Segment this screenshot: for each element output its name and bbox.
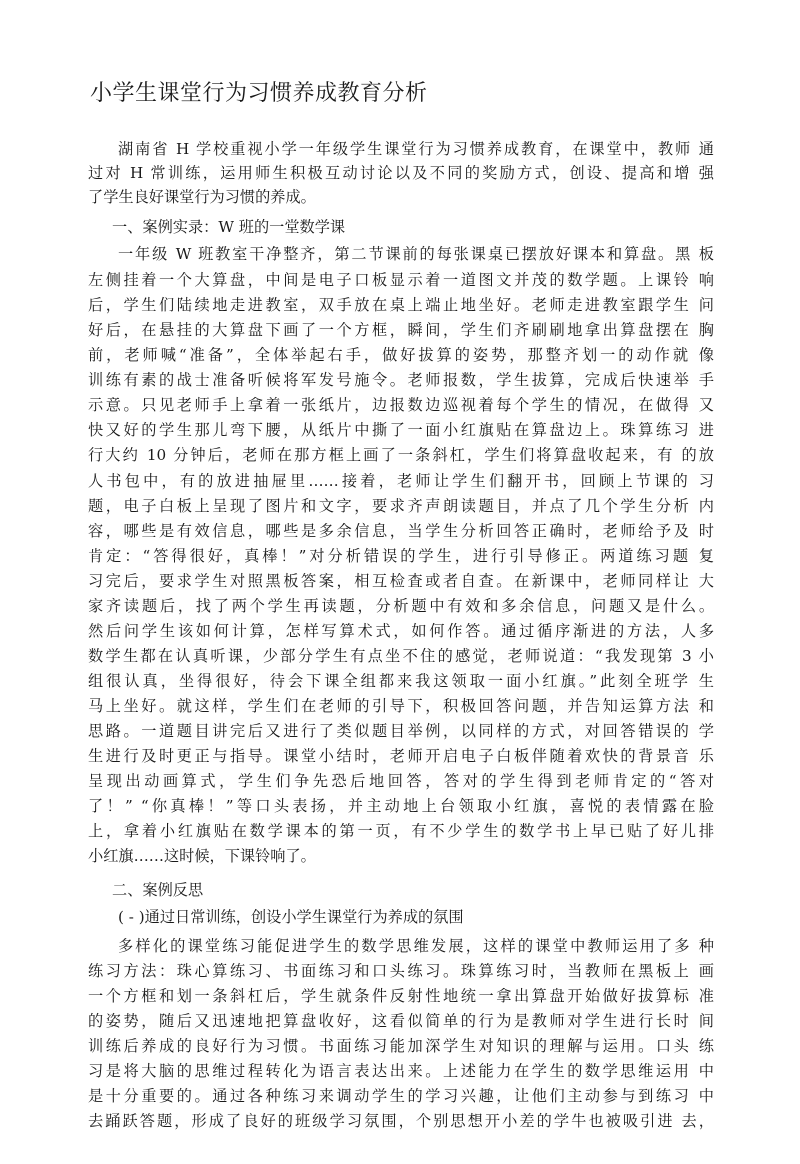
paragraph-line: 去踊跃答题，形成了良好的班级学习氛围，个别思想开小差的学牛也被吸引进 去， xyxy=(88,1112,714,1130)
section-heading: 一、案例实录：W 班的一堂数学课 xyxy=(112,218,346,236)
section-heading: 二、案例反思 xyxy=(112,881,204,899)
paragraph-line: 上，拿着小红旗贴在数学课本的第一页，有不少学生的数学书上早已贴了好儿排 xyxy=(88,822,714,840)
subsection-heading: ( - )通过日常训练，创设小学生课堂行为养成的氛围 xyxy=(118,908,464,926)
paragraph-line: 了学生良好课堂行为习惯的养成。 xyxy=(88,188,316,206)
paragraph-line: 一个方框和划一条斜杠后，学生就条件反射性地统一拿出算盘开始做好拔算标 准 xyxy=(88,987,714,1005)
paragraph-line: 思路。一道题目讲完后又进行了类似题目举例，以同样的方式，对回答错误的 学 xyxy=(88,722,714,740)
paragraph-line: 生进行及时更正与指导。课堂小结时，老师开启电子白板伴随着欢快的背景音 乐 xyxy=(88,747,714,765)
paragraph-line: 示意。只见老师手上拿着一张纸片，边报数边巡视着每个学生的情况，在做得 又 xyxy=(88,396,714,414)
paragraph-line: 肯定：“答得很好，真棒！”对分析错误的学生，进行引导修正。两道练习题 复 xyxy=(88,547,714,565)
paragraph-line: 呈现出动画算式，学生们争先恐后地回答，答对的学生得到老师肯定的“答对 xyxy=(88,772,714,790)
paragraph-line: 习完后，要求学生对照黑板答案，相互检査或者自查。在新课中，老师同样让 大 xyxy=(88,572,714,590)
paragraph-line: 湖南省 H 学校重视小学一年级学生课堂行为习惯养成教育，在课堂中，教师 通 xyxy=(118,140,714,158)
paragraph-line: 练习方法：珠心算练习、书面练习和口头练习。珠算练习时，当教师在黑板上 画 xyxy=(88,962,714,980)
paragraph-line: 然后问学生该如何计算，怎样写算术式，如何作答。通过循序渐进的方法，人多 xyxy=(88,622,714,640)
paragraph-line: 了！” “你真棒！”等口头表扬，并主动地上台领取小红旗，喜悦的表情露在脸 xyxy=(88,797,714,815)
paragraph-line: 小红旗……这时候，下课铃响了。 xyxy=(88,847,316,865)
paragraph-line: 习是将大脑的思维过程转化为语言表达出来。上述能力在学生的数学思维运用 中 xyxy=(88,1062,714,1080)
paragraph-line: 后，学生们陆续地走进教室，双手放在桌上端止地坐好。老师走进教室跟学生 问 xyxy=(88,296,714,314)
paragraph-line: 好后，在悬挂的大算盘下画了一个方框，瞬间，学生们齐刷刷地拿出算盘摆在 胸 xyxy=(88,321,714,339)
paragraph-line: 是十分重要的。通过各种练习来调动学生的学习兴趣，让他们主动参与到练习 中 xyxy=(88,1087,714,1105)
paragraph-line: 题，电子白板上呈现了图片和文字，要求齐声朗读题目，并点了几个学生分析 内 xyxy=(88,497,714,515)
paragraph-line: 马上坐好。就这样，学生们在老师的引导下，积极回答问题，并告知运算方法 和 xyxy=(88,697,714,715)
paragraph-line: 家齐读题后，找了两个学生再读题，分析题中有效和多余信息，问题又是什么。 xyxy=(88,597,714,615)
paragraph-line: 多样化的课堂练习能促进学生的数学思维发展，这样的课堂中教师运用了多 种 xyxy=(118,937,714,955)
paragraph-line: 行大约 10 分钟后，老师在那方框上画了一条斜杠，学生们将算盘收起来，有 的放 xyxy=(88,446,714,464)
paragraph-line: 组很认真，坐得很好，待会下课全组都来我这领取一面小红旗。”此刻全班学 生 xyxy=(88,672,714,690)
paragraph-line: 人书包中，有的放进抽屉里……接着，老师让学生们翻开书，回顾上节课的 习 xyxy=(88,472,714,490)
paragraph-line: 容，哪些是有效信息，哪些是多余信息，当学生分析回答正确时，老师给予及 时 xyxy=(88,522,714,540)
paragraph-line: 的姿势，随后又迅速地把算盘收好，这看似简单的行为是教师对学生进行长时 间 xyxy=(88,1012,714,1030)
paragraph-line: 训练有素的战士准备听候将军发号施令。老师报数，学生拔算，完成后快速举 手 xyxy=(88,371,714,389)
paragraph-line: 左侧挂着一个大算盘，中间是电子口板显示着一道图文并茂的数学题。上课铃 响 xyxy=(88,271,714,289)
page-title: 小学生课堂行为习惯养成教育分析 xyxy=(90,81,428,106)
paragraph-line: 训练后养成的良好行为习惯。书面练习能加深学生对知识的理解与运用。口头 练 xyxy=(88,1037,714,1055)
paragraph-line: 过对 H 常训练，运用师生积极互动讨论以及不同的奖励方式，创设、提高和增 强 xyxy=(88,164,714,182)
paragraph-line: 前，老师喊“准备”，全体举起右手，做好拔算的姿势，那整齐划一的动作就 像 xyxy=(88,346,714,364)
paragraph-line: 数学生都在认真听课，少部分学生有点坐不住的感觉，老师说道：“我发现第 3 小 xyxy=(88,647,714,665)
paragraph-line: 快又好的学生那儿弯下腰，从纸片中撕了一面小红旗贴在算盘边上。珠算练习 进 xyxy=(88,421,714,439)
paragraph-line: 一年级 W 班教室干净整齐，第二节课前的每张课桌已摆放好课本和算盘。黑 板 xyxy=(118,245,714,263)
